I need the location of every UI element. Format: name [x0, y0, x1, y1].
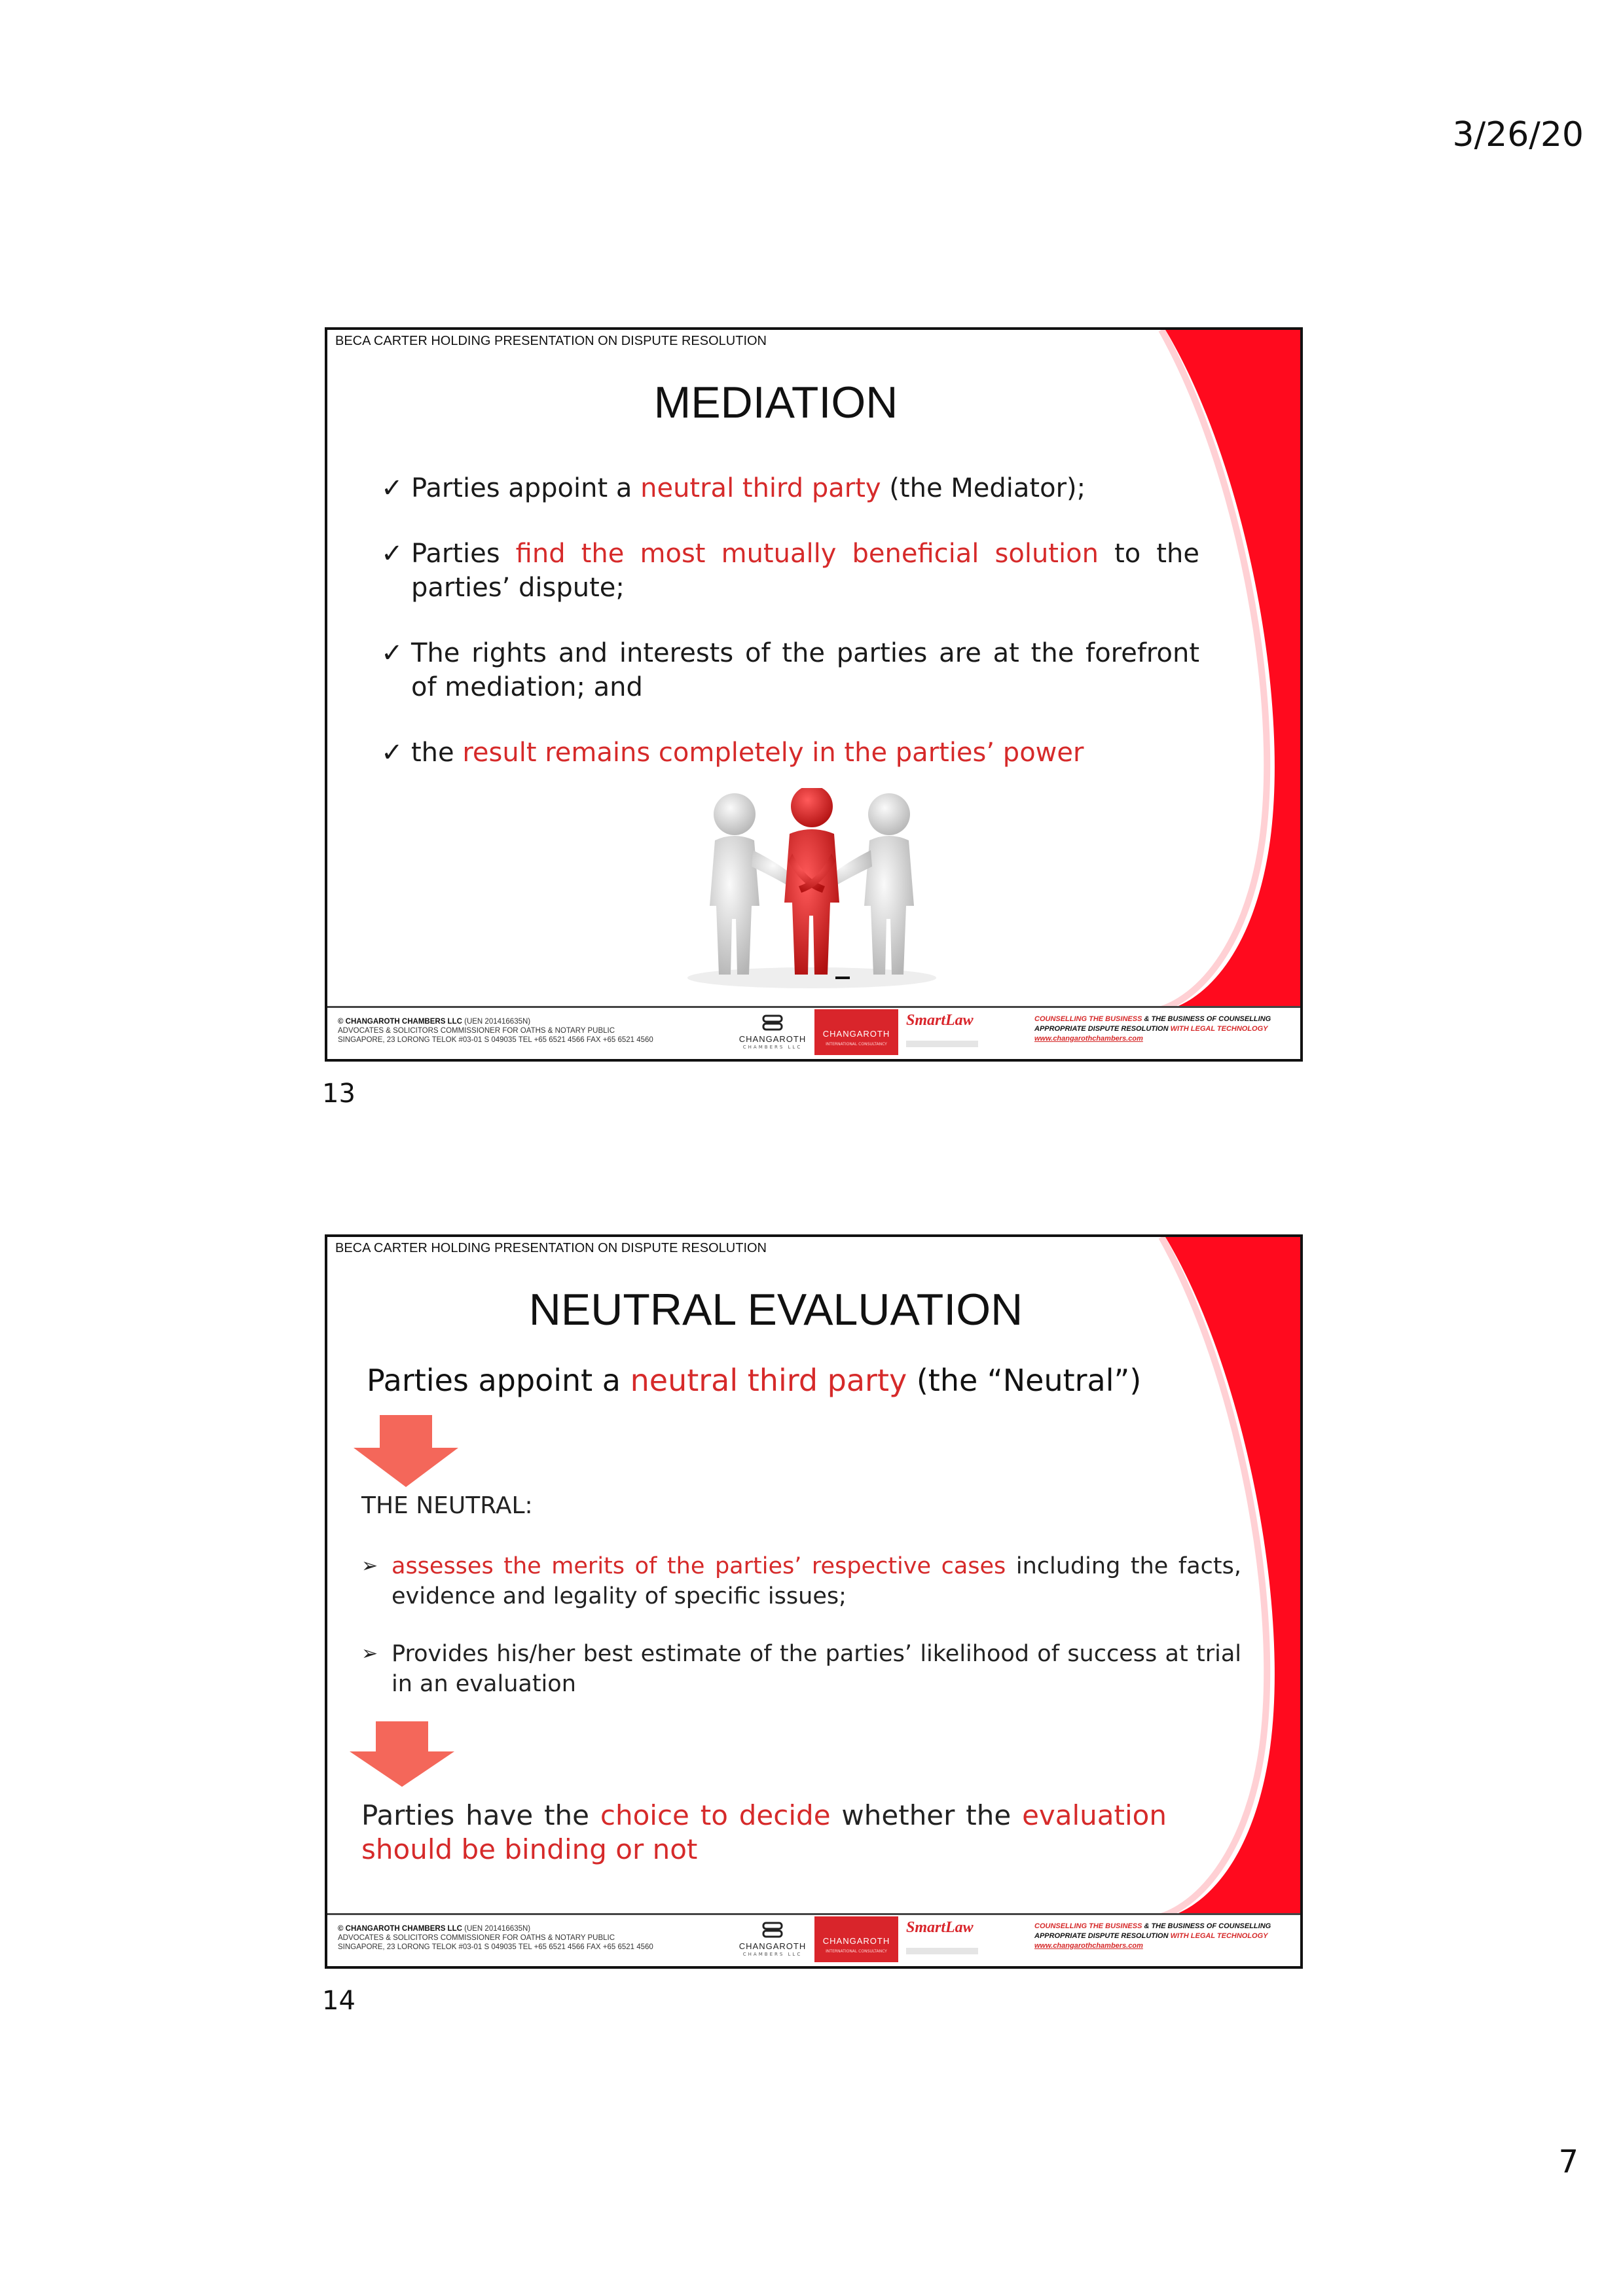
- down-arrow-icon: [350, 1721, 454, 1787]
- slide-title: NEUTRAL EVALUATION: [528, 1285, 1023, 1335]
- slide-number: 13: [322, 1079, 356, 1109]
- slide-footer: [327, 1006, 1300, 1059]
- website-link[interactable]: www.changarothchambers.com: [1034, 1035, 1143, 1043]
- smartlaw-logo: SmartLaw: [903, 1918, 982, 1961]
- list-item: ✓ Parties appoint a neutral third party (the Mediator);: [381, 471, 1199, 505]
- footer-tagline: COUNSELLING THE BUSINESS & THE BUSINESS OF COUNSELLING APPROPRIATE DISPUTE RESOLUTION WITH LEGAL TECHNOLOGY www.changarothchambers.com: [1034, 1922, 1271, 1950]
- neutral-bullet-list: [361, 1551, 1241, 1727]
- website-link[interactable]: www.changarothchambers.com: [1034, 1942, 1143, 1950]
- footer-firm-details: © CHANGAROTH CHAMBERS LLC (UEN 201416635N) ADVOCATES & SOLICITORS COMMISSIONER FOR OATHS & NOTARY PUBLIC SINGAPORE, 23 LORONG TELOK #03-01 S 049035 TEL +65 6521 4566 FAX +65 6521 4560: [338, 1925, 653, 1951]
- list-item: ➢ assesses the merits of the parties’ respective cases including the facts, evidence and legality of specific issues;: [361, 1551, 1241, 1611]
- check-icon: ✓: [381, 473, 403, 503]
- list-item: ➢ Provides his/her best estimate of the parties’ likelihood of success at trial in an evaluation: [361, 1639, 1241, 1699]
- arrow-bullet-icon: ➢: [361, 1554, 378, 1577]
- footer-firm-details: © CHANGAROTH CHAMBERS LLC (UEN 201416635N) ADVOCATES & SOLICITORS COMMISSIONER FOR OATHS & NOTARY PUBLIC SINGAPORE, 23 LORONG TELOK #03-01 S 049035 TEL +65 6521 4566 FAX +65 6521 4560: [338, 1018, 653, 1044]
- changaroth-consultancy-logo: CHANGAROTH INTERNATIONAL CONSULTANCY: [814, 1009, 898, 1055]
- dash-mark: [835, 977, 850, 979]
- smartlaw-logo: SmartLaw: [903, 1011, 982, 1054]
- footer-tagline: COUNSELLING THE BUSINESS & THE BUSINESS OF COUNSELLING APPROPRIATE DISPUTE RESOLUTION WITH LEGAL TECHNOLOGY www.changarothchambers.com: [1034, 1015, 1271, 1043]
- intro-text: Parties appoint a neutral third party (the “Neutral”): [367, 1363, 1142, 1398]
- slide-header: BECA CARTER HOLDING PRESENTATION ON DISPUTE RESOLUTION: [335, 334, 767, 348]
- conclusion-text: Parties have the choice to decide whether the evaluation should be binding or not: [361, 1799, 1167, 1865]
- slide-mediation: [325, 327, 1303, 1062]
- check-icon: ✓: [381, 539, 403, 569]
- page-date: 3/26/20: [1452, 115, 1584, 154]
- slide-neutral-evaluation: [325, 1234, 1303, 1969]
- check-icon: ✓: [381, 738, 403, 768]
- changaroth-chambers-logo: CHANGAROTH CHAMBERS LLC: [733, 1012, 812, 1052]
- page-number: 7: [1558, 2144, 1578, 2180]
- neutral-label: THE NEUTRAL:: [361, 1492, 533, 1519]
- changaroth-chambers-logo: CHANGAROTH CHAMBERS LLC: [733, 1919, 812, 1960]
- check-icon: ✓: [381, 638, 403, 668]
- slide-header: BECA CARTER HOLDING PRESENTATION ON DISPUTE RESOLUTION: [335, 1241, 767, 1255]
- slide-footer: [327, 1913, 1300, 1966]
- list-item: ✓ Parties find the most mutually beneficial solution to the parties’ dispute;: [381, 537, 1199, 605]
- list-item: ✓ The rights and interests of the parties are at the forefront of mediation; and: [381, 636, 1199, 704]
- list-item: ✓ the result remains completely in the parties’ power: [381, 736, 1199, 770]
- down-arrow-icon: [354, 1415, 458, 1487]
- mediation-bullet-list: [381, 471, 1199, 801]
- changaroth-consultancy-logo: CHANGAROTH INTERNATIONAL CONSULTANCY: [814, 1916, 898, 1962]
- three-figures-handshake-illustration: [674, 788, 949, 991]
- slide-title: MEDIATION: [653, 378, 898, 427]
- arrow-bullet-icon: ➢: [361, 1642, 378, 1665]
- slide-number: 14: [322, 1986, 356, 2016]
